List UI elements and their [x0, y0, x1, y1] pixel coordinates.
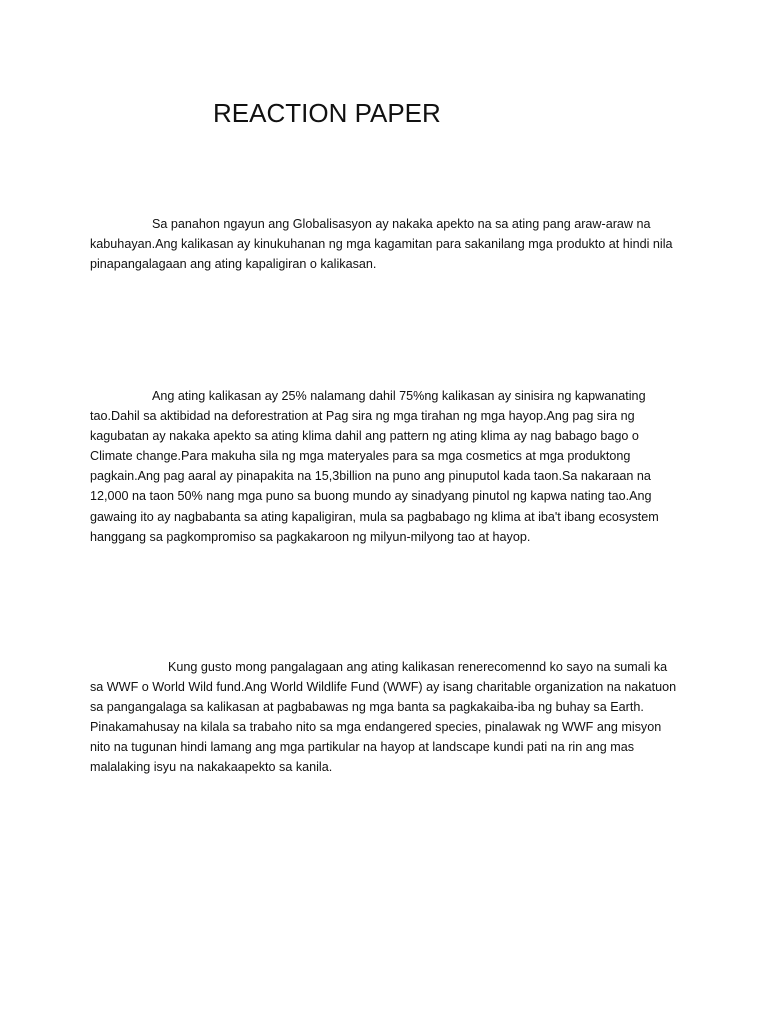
paragraph-deforestation: Ang ating kalikasan ay 25% nalamang dahil 75%ng kalikasan ay sinisira ng kapwanating tao.Dahil sa aktibidad na deforestration at Pag sira ng mga tirahan ng mga hayop.Ang pag sira ng kagubatan ay nakaka apekto sa ating klima dahil ang pattern ng ating klima ay nag babago bago o Climate change.Para makuha sila ng mga materyales para sa mga cosmetics at mga produktong pagkain.Ang pag aaral ay pinapakita na 15,3billion na puno ang pinuputol kada taon.Sa nakaraan na 12,000 na taon 50% nang mga puno sa buong mundo ay sinadyang pinutol ng kapwa nating tao.Ang gawaing ito ay nagbabanta sa ating kapaligiran, mula sa pagbabago ng klima at iba't ibang ecosystem hanggang sa pagkompromiso sa pagkakaroon ng milyun-milyong tao at hayop. — [90, 389, 659, 544]
paragraph-wwf: Kung gusto mong pangalagaan ang ating kalikasan renerecomennd ko sayo na sumali ka sa WWF o World Wild fund.Ang World Wildlife Fund (WWF) ay isang charitable organization na nakatuon sa pangangalaga sa kalikasan at pagbabawas ng mga banta sa pagkakaiba-iba ng buhay sa Earth. Pinakamahusay na kilala sa trabaho nito sa mga endangered species, pinalawak ng WWF ang misyon nito na tugunan hindi lamang ang mga partikular na hayop at landscape kundi pati na rin ang mas malalaking isyu na nakakaapekto sa kanila. — [90, 660, 677, 775]
paragraph-globalization: Sa panahon ngayun ang Globalisasyon ay nakaka apekto na sa ating pang araw-araw na kabuhayan.Ang kalikasan ay kinukuhanan ng mga kagamitan para sakanilang mga produkto at hindi nila pinapangalagaan ang ating kapaligiran o kalikasan. — [90, 217, 673, 272]
document-title: REACTION PAPER — [213, 98, 441, 128]
